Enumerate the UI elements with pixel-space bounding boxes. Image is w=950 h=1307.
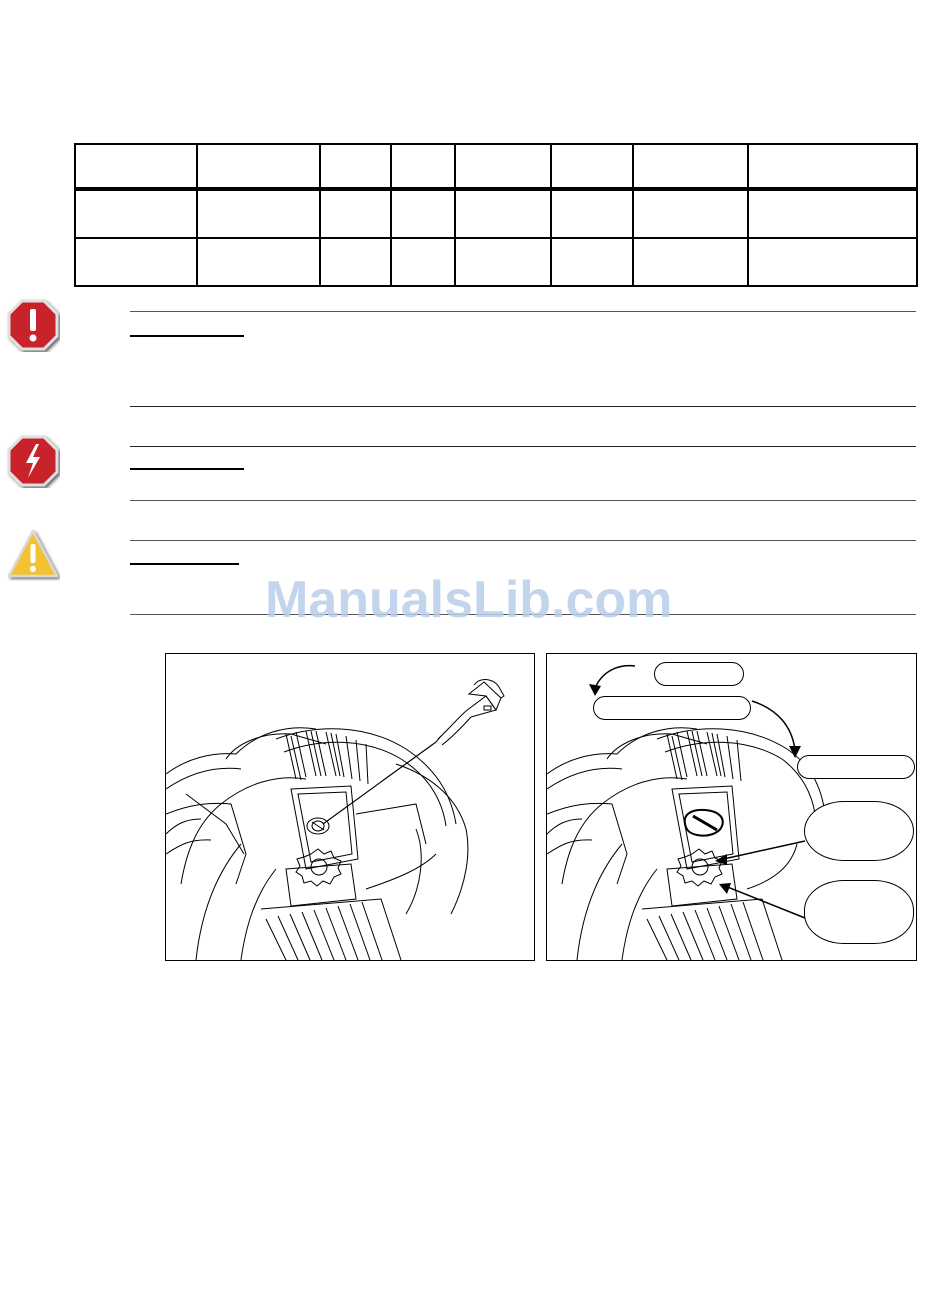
table-cell [75, 238, 197, 286]
table-cell [197, 238, 320, 286]
table-cell [391, 189, 455, 238]
notice-divider [130, 311, 916, 312]
stop-exclamation-icon [6, 298, 60, 352]
table-header-cell [748, 144, 917, 189]
notice-divider [130, 446, 916, 447]
notice-heading-underline [130, 335, 244, 337]
table-cell [391, 238, 455, 286]
notice-heading-underline [130, 563, 239, 565]
table-header-cell [75, 144, 197, 189]
notice-divider [130, 406, 916, 407]
table-cell [320, 189, 391, 238]
table-cell [551, 238, 633, 286]
figure-socket-orientation [546, 653, 917, 961]
table-row [75, 189, 917, 238]
figure-lamp-removal [165, 653, 535, 961]
table-header-cell [391, 144, 455, 189]
table-cell [551, 189, 633, 238]
notice-divider [130, 500, 916, 501]
table-cell [633, 238, 748, 286]
electrical-hazard-icon [6, 434, 60, 488]
table-header-cell [633, 144, 748, 189]
table-cell [455, 189, 551, 238]
spec-table [74, 143, 918, 287]
table-cell [320, 238, 391, 286]
callout-label [804, 801, 914, 861]
table-row [75, 238, 917, 286]
table-header-cell [197, 144, 320, 189]
callout-label [804, 880, 914, 944]
table-cell [197, 189, 320, 238]
lamp-removal-illustration [166, 654, 534, 960]
notice-divider [130, 540, 916, 541]
table-header-cell [551, 144, 633, 189]
table-cell [748, 238, 917, 286]
table-header-row [75, 144, 917, 189]
watermark: ManualsLib.com [265, 571, 673, 629]
table-cell [748, 189, 917, 238]
table-header-cell [455, 144, 551, 189]
callout-label [654, 662, 744, 686]
table-header-cell [320, 144, 391, 189]
caution-triangle-icon [6, 528, 60, 582]
callout-label [797, 755, 915, 779]
callout-label [593, 696, 751, 720]
notice-heading-underline [130, 468, 244, 470]
table-cell [75, 189, 197, 238]
table-cell [455, 238, 551, 286]
table-cell [633, 189, 748, 238]
